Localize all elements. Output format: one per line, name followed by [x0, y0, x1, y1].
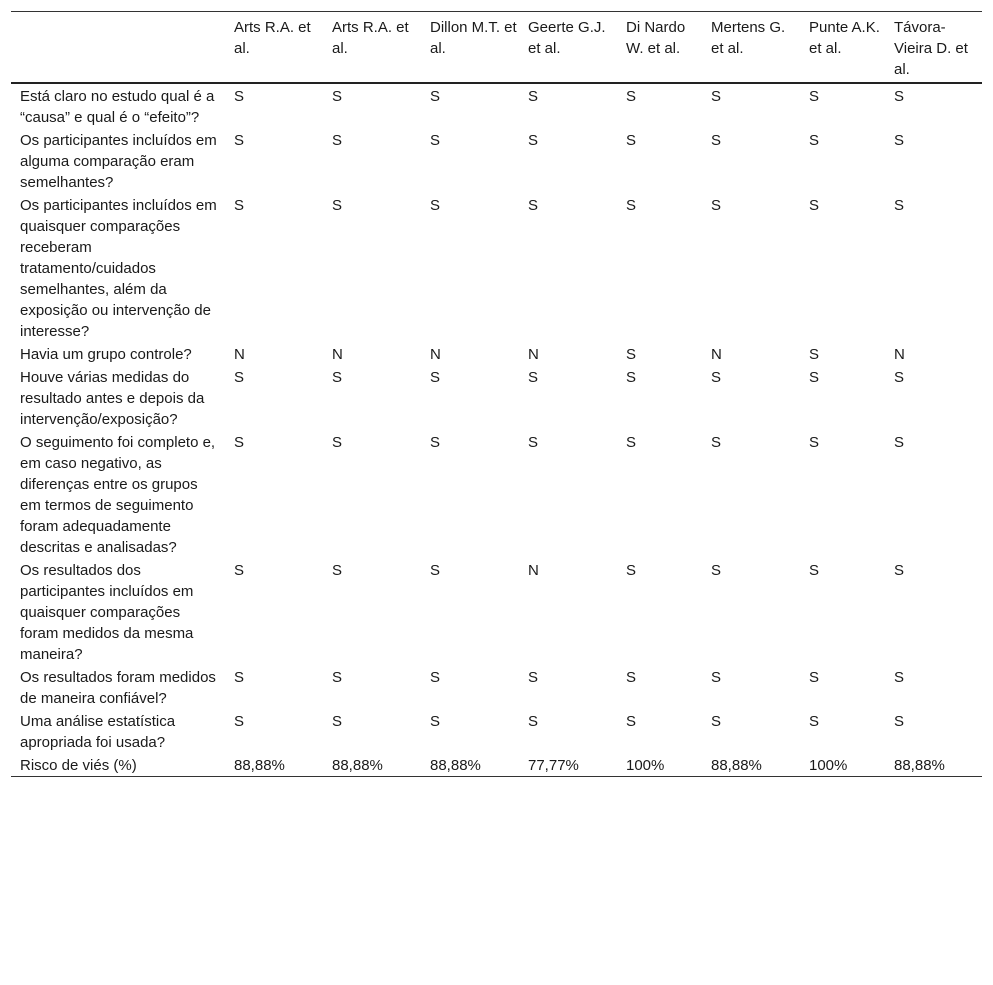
table-row: [11, 342, 982, 365]
table-cell: S: [809, 132, 820, 149]
row-question: Houve várias medidas do resultado antes e depois da intervenção/exposição?: [20, 369, 205, 428]
table-cell: S: [332, 132, 343, 149]
table-row: [11, 558, 982, 665]
row-question: Risco de viés (%): [20, 757, 137, 774]
row-question: Está claro no estudo qual é a “causa” e qual é o “efeito”?: [20, 88, 215, 126]
column-header: Punte A.K. et al.: [809, 19, 880, 57]
header-row: [11, 12, 982, 84]
table-cell: S: [711, 562, 722, 579]
table-cell: S: [626, 88, 637, 105]
table-cell: S: [332, 562, 343, 579]
table-cell: S: [332, 713, 343, 730]
table-cell: 88,88%: [332, 757, 383, 774]
column-header: Távora-Vieira D. et al.: [894, 19, 968, 78]
column-header: Mertens G. et al.: [711, 19, 786, 57]
table-cell: S: [809, 562, 820, 579]
table-cell: S: [711, 669, 722, 686]
table-cell: S: [711, 88, 722, 105]
table-cell: S: [809, 669, 820, 686]
table-cell: S: [894, 713, 905, 730]
table-row: [11, 193, 982, 342]
table-cell: S: [711, 369, 722, 386]
table-cell: S: [626, 434, 637, 451]
row-question: Uma análise estatística apropriada foi usada?: [20, 713, 176, 751]
table-cell: S: [234, 197, 245, 214]
table-cell: 88,88%: [894, 757, 945, 774]
table-cell: S: [894, 562, 905, 579]
table-row: [11, 83, 982, 128]
table-cell: S: [528, 369, 539, 386]
table-cell: S: [528, 197, 539, 214]
table-cell: N: [528, 562, 539, 579]
table-cell: S: [234, 369, 245, 386]
table-cell: S: [809, 713, 820, 730]
column-header: Dillon M.T. et al.: [430, 19, 517, 57]
table-cell: 77,77%: [528, 757, 579, 774]
table-cell: S: [234, 562, 245, 579]
table-cell: S: [234, 132, 245, 149]
table-cell: N: [711, 346, 722, 363]
table-cell: S: [430, 434, 441, 451]
column-header: Arts R.A. et al.: [234, 19, 311, 57]
table-cell: S: [809, 346, 820, 363]
table-cell: S: [332, 669, 343, 686]
table-cell: S: [894, 88, 905, 105]
table-cell: S: [332, 369, 343, 386]
row-question: O seguimento foi completo e, em caso negativo, as diferenças entre os grupos em termos de seguimento foram adequadamente descritas e analisadas?: [20, 434, 216, 556]
table-cell: S: [528, 434, 539, 451]
table-cell: S: [809, 434, 820, 451]
table-cell: S: [626, 562, 637, 579]
table-cell: S: [234, 434, 245, 451]
row-question: Os participantes incluídos em quaisquer comparações receberam tratamento/cuidados semelhantes, além da exposição ou intervenção de interesse?: [20, 197, 217, 340]
risk-of-bias-table: [11, 11, 982, 777]
table-cell: S: [234, 88, 245, 105]
table-cell: S: [430, 713, 441, 730]
table-cell: S: [626, 713, 637, 730]
table-cell: S: [332, 434, 343, 451]
table-cell: S: [430, 88, 441, 105]
table-cell: S: [626, 197, 637, 214]
table-cell: S: [894, 369, 905, 386]
table-body: [11, 83, 982, 777]
table-cell: S: [809, 369, 820, 386]
table-cell: N: [332, 346, 343, 363]
table-row: [11, 753, 982, 777]
column-header: Di Nardo W. et al.: [626, 19, 686, 57]
table-cell: S: [430, 369, 441, 386]
table-cell: S: [711, 132, 722, 149]
table-cell: S: [528, 88, 539, 105]
table-cell: S: [332, 197, 343, 214]
table-cell: S: [234, 713, 245, 730]
table-cell: S: [894, 669, 905, 686]
row-question: Havia um grupo controle?: [20, 346, 192, 363]
table-cell: S: [894, 197, 905, 214]
table-cell: S: [711, 434, 722, 451]
table-cell: S: [430, 197, 441, 214]
table-cell: 100%: [809, 757, 848, 774]
table-cell: S: [711, 713, 722, 730]
table-cell: S: [809, 88, 820, 105]
table-cell: S: [430, 669, 441, 686]
column-header: Arts R.A. et al.: [332, 19, 409, 57]
table-cell: S: [528, 669, 539, 686]
table-row: [11, 128, 982, 193]
table-row: [11, 665, 982, 709]
table-row: [11, 430, 982, 558]
table-cell: N: [430, 346, 441, 363]
table-cell: S: [528, 132, 539, 149]
table-cell: S: [626, 669, 637, 686]
row-question: Os resultados foram medidos de maneira confiável?: [20, 669, 216, 707]
table-cell: S: [894, 434, 905, 451]
table-cell: 88,88%: [234, 757, 285, 774]
table-cell: S: [809, 197, 820, 214]
table-cell: N: [234, 346, 245, 363]
table-cell: S: [332, 88, 343, 105]
row-question: Os participantes incluídos em alguma comparação eram semelhantes?: [20, 132, 217, 191]
table-cell: S: [711, 197, 722, 214]
table-cell: S: [626, 346, 637, 363]
column-header: Geerte G.J. et al.: [528, 19, 606, 57]
table-cell: S: [234, 669, 245, 686]
table-row: [11, 365, 982, 430]
table-row: [11, 709, 982, 753]
table-cell: 100%: [626, 757, 665, 774]
table-cell: S: [626, 132, 637, 149]
table-cell: N: [528, 346, 539, 363]
table-cell: S: [430, 132, 441, 149]
table-cell: S: [528, 713, 539, 730]
table-cell: S: [430, 562, 441, 579]
table-header: [11, 12, 982, 84]
header-corner: [11, 12, 234, 84]
table-cell: 88,88%: [711, 757, 762, 774]
row-question: Os resultados dos participantes incluídos em quaisquer comparações foram medidos da mesma maneira?: [20, 562, 194, 663]
table-cell: S: [894, 132, 905, 149]
table-cell: N: [894, 346, 905, 363]
table-cell: S: [626, 369, 637, 386]
table-cell: 88,88%: [430, 757, 481, 774]
